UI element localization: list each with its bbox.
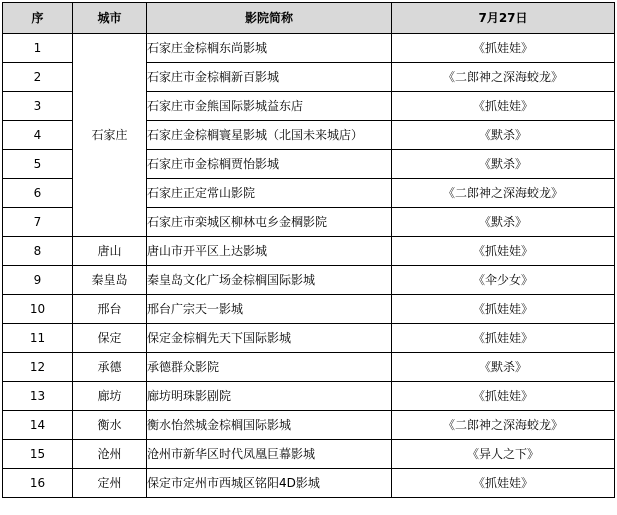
header-seq: 序 bbox=[3, 3, 73, 34]
city-cell: 石家庄 bbox=[73, 34, 147, 237]
cinema-cell: 衡水怡然城金棕榈国际影城 bbox=[147, 411, 392, 440]
row-number: 12 bbox=[3, 353, 73, 382]
row-number: 7 bbox=[3, 208, 73, 237]
cinema-cell: 廊坊明珠影剧院 bbox=[147, 382, 392, 411]
cinema-cell: 石家庄市金棕榈新百影城 bbox=[147, 63, 392, 92]
header-date: 7月27日 bbox=[392, 3, 615, 34]
cinema-cell: 沧州市新华区时代凤凰巨幕影城 bbox=[147, 440, 392, 469]
table-row bbox=[3, 469, 615, 498]
table-row bbox=[3, 353, 615, 382]
cinema-cell: 石家庄金棕榈东尚影城 bbox=[147, 34, 392, 63]
cinema-cell: 石家庄金棕榈寰星影城（北国未来城店） bbox=[147, 121, 392, 150]
row-number: 11 bbox=[3, 324, 73, 353]
film-cell: 《抓娃娃》 bbox=[392, 92, 615, 121]
cinema-cell: 保定市定州市西城区铭阳4D影城 bbox=[147, 469, 392, 498]
city-cell: 秦皇岛 bbox=[73, 266, 147, 295]
city-cell: 邢台 bbox=[73, 295, 147, 324]
city-cell: 唐山 bbox=[73, 237, 147, 266]
cinema-cell: 石家庄市栾城区柳林屯乡金棡影院 bbox=[147, 208, 392, 237]
city-cell: 定州 bbox=[73, 469, 147, 498]
row-number: 6 bbox=[3, 179, 73, 208]
film-cell: 《抓娃娃》 bbox=[392, 324, 615, 353]
table-row bbox=[3, 440, 615, 469]
cinema-cell: 石家庄市金棕榈贾怡影城 bbox=[147, 150, 392, 179]
city-cell: 保定 bbox=[73, 324, 147, 353]
cinema-cell: 石家庄正定常山影院 bbox=[147, 179, 392, 208]
film-cell: 《二郎神之深海蛟龙》 bbox=[392, 63, 615, 92]
row-number: 1 bbox=[3, 34, 73, 63]
film-cell: 《抓娃娃》 bbox=[392, 469, 615, 498]
film-cell: 《抓娃娃》 bbox=[392, 295, 615, 324]
film-cell: 《默杀》 bbox=[392, 208, 615, 237]
cinema-cell: 保定金棕榈先天下国际影城 bbox=[147, 324, 392, 353]
city-cell: 承德 bbox=[73, 353, 147, 382]
cinema-cell: 秦皇岛文化广场金棕榈国际影城 bbox=[147, 266, 392, 295]
film-cell: 《抓娃娃》 bbox=[392, 382, 615, 411]
table-row bbox=[3, 324, 615, 353]
table-row bbox=[3, 382, 615, 411]
schedule-table bbox=[2, 2, 615, 498]
row-number: 8 bbox=[3, 237, 73, 266]
city-cell: 沧州 bbox=[73, 440, 147, 469]
table-header bbox=[3, 3, 615, 34]
row-number: 3 bbox=[3, 92, 73, 121]
table-row bbox=[3, 295, 615, 324]
header-cinema: 影院简称 bbox=[147, 3, 392, 34]
row-number: 10 bbox=[3, 295, 73, 324]
table-row bbox=[3, 266, 615, 295]
film-cell: 《抓娃娃》 bbox=[392, 237, 615, 266]
row-number: 9 bbox=[3, 266, 73, 295]
row-number: 5 bbox=[3, 150, 73, 179]
header-city: 城市 bbox=[73, 3, 147, 34]
row-number: 13 bbox=[3, 382, 73, 411]
row-number: 14 bbox=[3, 411, 73, 440]
table-row bbox=[3, 34, 615, 63]
film-cell: 《默杀》 bbox=[392, 121, 615, 150]
table-row bbox=[3, 237, 615, 266]
row-number: 16 bbox=[3, 469, 73, 498]
film-cell: 《默杀》 bbox=[392, 150, 615, 179]
row-number: 15 bbox=[3, 440, 73, 469]
film-cell: 《二郎神之深海蛟龙》 bbox=[392, 179, 615, 208]
city-cell: 衡水 bbox=[73, 411, 147, 440]
film-cell: 《伞少女》 bbox=[392, 266, 615, 295]
film-cell: 《默杀》 bbox=[392, 353, 615, 382]
cinema-cell: 石家庄市金熊国际影城益东店 bbox=[147, 92, 392, 121]
header-row bbox=[3, 3, 615, 34]
film-cell: 《二郎神之深海蛟龙》 bbox=[392, 411, 615, 440]
cinema-cell: 邢台广宗天一影城 bbox=[147, 295, 392, 324]
table-body bbox=[3, 34, 615, 498]
city-cell: 廊坊 bbox=[73, 382, 147, 411]
table-row bbox=[3, 411, 615, 440]
cinema-cell: 唐山市开平区上达影城 bbox=[147, 237, 392, 266]
cinema-cell: 承德群众影院 bbox=[147, 353, 392, 382]
film-cell: 《异人之下》 bbox=[392, 440, 615, 469]
film-cell: 《抓娃娃》 bbox=[392, 34, 615, 63]
row-number: 2 bbox=[3, 63, 73, 92]
row-number: 4 bbox=[3, 121, 73, 150]
